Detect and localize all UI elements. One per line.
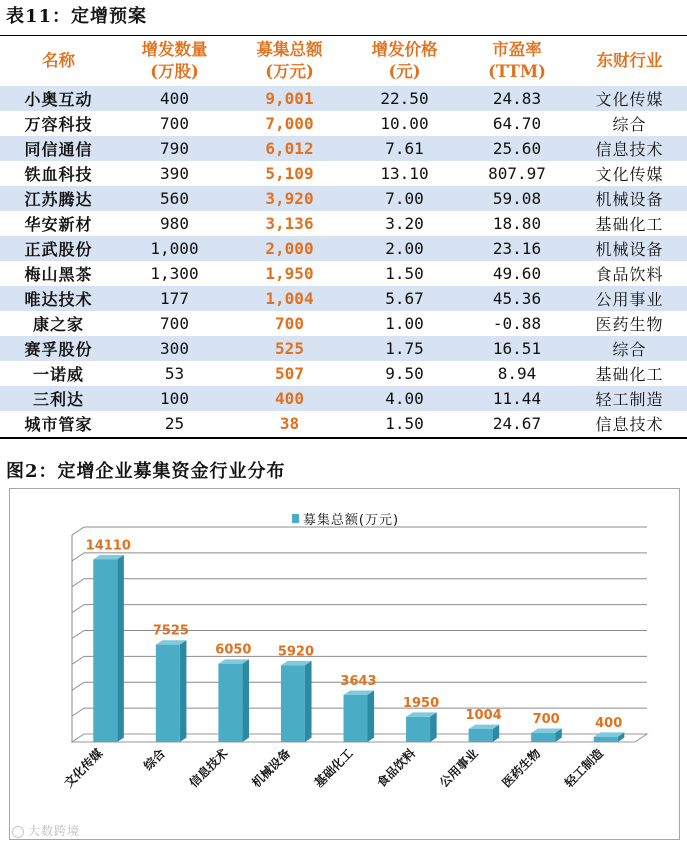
data-label: 7525 — [152, 623, 189, 639]
price-cell: 7.61 — [347, 136, 462, 161]
amount-cell: 700 — [232, 311, 347, 336]
table-row — [0, 336, 687, 361]
column-header — [572, 36, 687, 86]
category-label: 文化传媒 — [61, 746, 106, 791]
price-cell: 1.50 — [347, 411, 462, 436]
table-row — [0, 186, 687, 211]
pe-cell: 64.70 — [462, 111, 572, 136]
gridline-side — [72, 682, 84, 690]
price-cell: 10.00 — [347, 111, 462, 136]
column-header-line: 募集总额 — [256, 40, 323, 59]
column-header — [347, 36, 462, 86]
table-row — [0, 86, 687, 111]
bar — [156, 645, 180, 742]
shares-cell: 700 — [117, 111, 232, 136]
category-label: 基础化工 — [311, 746, 356, 791]
price-cell: 5.67 — [347, 286, 462, 311]
industry-cell: 信息技术 — [572, 136, 687, 161]
gridline-side — [72, 527, 84, 535]
column-header-line: (元) — [388, 62, 421, 81]
watermark-text: 大数跨境 — [28, 824, 81, 838]
pe-cell: 807.97 — [462, 161, 572, 186]
category-label: 机械设备 — [249, 746, 294, 791]
category-label: 医药生物 — [499, 746, 544, 791]
column-header — [232, 36, 347, 86]
price-cell: 22.50 — [347, 86, 462, 111]
column-header-line: (万股) — [150, 62, 199, 81]
gridline-side — [72, 631, 84, 639]
amount-cell: 7,000 — [232, 111, 347, 136]
table-row — [0, 111, 687, 136]
pe-cell: 59.08 — [462, 186, 572, 211]
amount-cell: 5,109 — [232, 161, 347, 186]
table-row — [0, 261, 687, 286]
industry-cell: 公用事业 — [572, 286, 687, 311]
bar — [406, 717, 430, 742]
shares-cell: 300 — [117, 336, 232, 361]
column-header-line: 增发数量 — [141, 40, 208, 59]
category-label: 综合 — [141, 746, 168, 774]
pe-cell: 11.44 — [462, 386, 572, 411]
industry-cell: 综合 — [572, 336, 687, 361]
amount-cell: 525 — [232, 336, 347, 361]
pe-cell: 8.94 — [462, 361, 572, 386]
gridline-side — [72, 605, 84, 613]
amount-cell: 400 — [232, 386, 347, 411]
table-row — [0, 411, 687, 436]
industry-cell: 机械设备 — [572, 186, 687, 211]
pe-cell: -0.88 — [462, 311, 572, 336]
amount-cell: 6,012 — [232, 136, 347, 161]
company-name-cell: 梅山黑茶 — [0, 261, 117, 286]
data-label: 700 — [532, 711, 560, 727]
column-header — [462, 36, 572, 86]
shares-cell: 25 — [117, 411, 232, 436]
company-name-cell: 铁血科技 — [0, 161, 117, 186]
category-label: 公用事业 — [436, 746, 481, 791]
amount-cell: 507 — [232, 361, 347, 386]
company-name-cell: 正武股份 — [0, 236, 117, 261]
table-body — [0, 86, 687, 436]
price-cell: 4.00 — [347, 386, 462, 411]
column-header-line: 增发价格 — [371, 40, 438, 59]
gridline-side — [72, 708, 84, 716]
bar — [281, 665, 305, 742]
pe-cell: 49.60 — [462, 261, 572, 286]
bar-side — [368, 690, 375, 742]
company-name-cell: 唯达技术 — [0, 286, 117, 311]
shares-cell: 1,300 — [117, 261, 232, 286]
company-name-cell: 江苏腾达 — [0, 186, 117, 211]
category-label: 食品饮料 — [374, 746, 419, 791]
data-label: 6050 — [215, 642, 252, 658]
industry-cell: 基础化工 — [572, 211, 687, 236]
data-label: 400 — [595, 715, 623, 731]
amount-cell: 3,136 — [232, 211, 347, 236]
shares-cell: 980 — [117, 211, 232, 236]
price-cell: 9.50 — [347, 361, 462, 386]
industry-cell: 文化传媒 — [572, 161, 687, 186]
pe-cell: 24.83 — [462, 86, 572, 111]
column-header-line: (TTM) — [488, 62, 546, 81]
amount-cell: 1,950 — [232, 261, 347, 286]
chart-container — [9, 488, 680, 840]
bar — [469, 729, 493, 742]
company-name-cell: 三利达 — [0, 386, 117, 411]
price-cell: 13.10 — [347, 161, 462, 186]
pe-cell: 18.80 — [462, 211, 572, 236]
industry-cell: 信息技术 — [572, 411, 687, 436]
category-label: 轻工制造 — [561, 746, 606, 791]
amount-cell: 38 — [232, 411, 347, 436]
header-row — [0, 36, 687, 86]
company-name-cell: 城市管家 — [0, 411, 117, 436]
table-caption: 表11：定增预案 — [6, 6, 148, 27]
data-label: 1004 — [465, 708, 502, 724]
industry-cell: 文化传媒 — [572, 86, 687, 111]
data-label: 3643 — [340, 673, 377, 689]
gridline-side — [72, 553, 84, 561]
bar — [531, 733, 555, 742]
gridline-side — [72, 656, 84, 664]
price-cell: 1.50 — [347, 261, 462, 286]
data-label: 14110 — [85, 538, 131, 554]
amount-cell: 1,004 — [232, 286, 347, 311]
shares-cell: 177 — [117, 286, 232, 311]
gridline-side — [72, 579, 84, 587]
pe-cell: 24.67 — [462, 411, 572, 436]
bar-side — [242, 659, 249, 742]
industry-cell: 机械设备 — [572, 236, 687, 261]
amount-cell: 2,000 — [232, 236, 347, 261]
table-row — [0, 386, 687, 411]
bar — [93, 559, 117, 742]
column-header-line: 市盈率 — [492, 40, 542, 59]
bar-chart — [10, 489, 681, 841]
bar-side — [305, 661, 312, 742]
table-row — [0, 136, 687, 161]
price-cell: 7.00 — [347, 186, 462, 211]
category-label: 信息技术 — [186, 746, 231, 791]
column-header-line: 名称 — [42, 51, 75, 70]
pe-cell: 45.36 — [462, 286, 572, 311]
table-row — [0, 361, 687, 386]
column-header — [0, 36, 117, 86]
company-name-cell: 万容科技 — [0, 111, 117, 136]
table-row — [0, 286, 687, 311]
watermark-logo-icon — [12, 826, 24, 838]
column-header — [117, 36, 232, 86]
chart-caption: 图2：定增企业募集资金行业分布 — [6, 461, 286, 482]
pe-cell: 16.51 — [462, 336, 572, 361]
column-header-line: (万元) — [265, 62, 314, 81]
data-label: 5920 — [277, 644, 315, 660]
industry-cell: 综合 — [572, 111, 687, 136]
shares-cell: 1,000 — [117, 236, 232, 261]
amount-cell: 9,001 — [232, 86, 347, 111]
table-row — [0, 311, 687, 336]
watermark — [12, 822, 80, 839]
price-cell: 3.20 — [347, 211, 462, 236]
company-name-cell: 一诺威 — [0, 361, 117, 386]
company-name-cell: 小奥互动 — [0, 86, 117, 111]
bar-side — [180, 640, 187, 742]
column-header-line: 东财行业 — [596, 51, 663, 70]
industry-cell: 医药生物 — [572, 311, 687, 336]
table-row — [0, 211, 687, 236]
table-row — [0, 161, 687, 186]
shares-cell: 700 — [117, 311, 232, 336]
pe-cell: 23.16 — [462, 236, 572, 261]
bar — [594, 737, 618, 742]
shares-cell: 100 — [117, 386, 232, 411]
private-placement-table — [0, 36, 687, 436]
table-row — [0, 236, 687, 261]
bar-side — [430, 712, 437, 742]
price-cell: 1.75 — [347, 336, 462, 361]
shares-cell: 560 — [117, 186, 232, 211]
bar-side — [117, 555, 124, 742]
bar — [344, 695, 368, 742]
shares-cell: 790 — [117, 136, 232, 161]
bar — [218, 664, 242, 742]
company-name-cell: 赛孚股份 — [0, 336, 117, 361]
industry-cell: 食品饮料 — [572, 261, 687, 286]
industry-cell: 基础化工 — [572, 361, 687, 386]
data-label: 1950 — [402, 695, 440, 711]
amount-cell: 3,920 — [232, 186, 347, 211]
legend-label: 募集总额(万元) — [302, 513, 400, 528]
company-name-cell: 康之家 — [0, 311, 117, 336]
industry-cell: 轻工制造 — [572, 386, 687, 411]
shares-cell: 53 — [117, 361, 232, 386]
price-cell: 1.00 — [347, 311, 462, 336]
company-name-cell: 华安新材 — [0, 211, 117, 236]
price-cell: 2.00 — [347, 236, 462, 261]
shares-cell: 390 — [117, 161, 232, 186]
shares-cell: 400 — [117, 86, 232, 111]
table-bottom-rule — [0, 437, 687, 439]
company-name-cell: 同信通信 — [0, 136, 117, 161]
pe-cell: 25.60 — [462, 136, 572, 161]
table-header — [0, 36, 687, 86]
